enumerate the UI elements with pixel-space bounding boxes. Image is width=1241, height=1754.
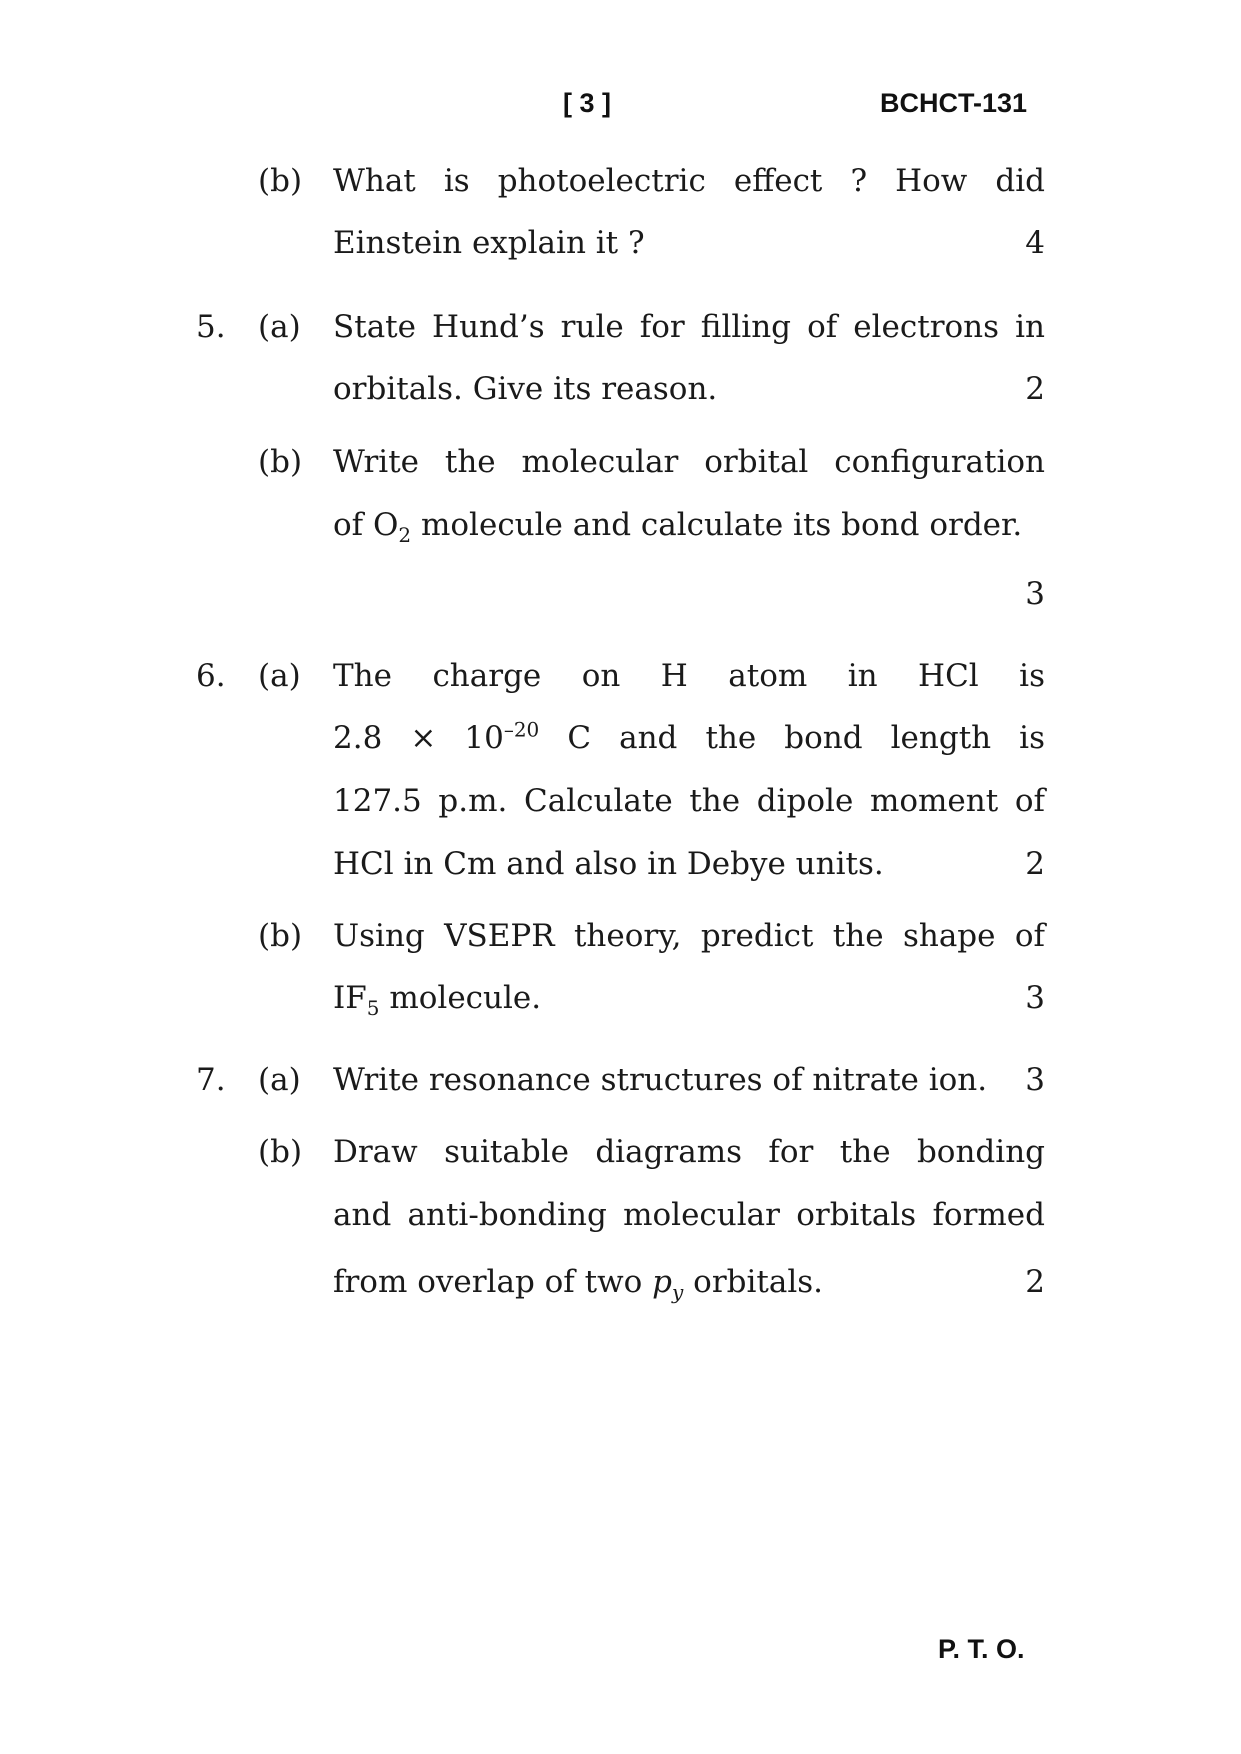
marks: 3 bbox=[1025, 576, 1045, 612]
marks: 2 bbox=[1025, 1264, 1045, 1300]
question-number: 6. bbox=[196, 658, 226, 694]
please-turn-over: P. T. O. bbox=[938, 1634, 1025, 1664]
question-text: Write resonance structures of nitrate ion. bbox=[333, 1062, 988, 1098]
question-text: $2.8 \times 10^{-20}$ C and the bond length is bbox=[333, 717, 1045, 756]
question-text: HCl in Cm and also in Debye units. bbox=[333, 846, 884, 882]
subpart-label: (b) bbox=[258, 163, 303, 199]
subpart-label: (b) bbox=[258, 918, 303, 954]
marks: 2 bbox=[1025, 846, 1045, 882]
question-text: Write the molecular orbital configuration bbox=[333, 444, 1045, 480]
question-text: What is photoelectric effect ? How did bbox=[333, 163, 1045, 199]
question-text: of $O_2$ molecule and calculate its bond order. bbox=[333, 507, 1023, 548]
marks: 3 bbox=[1025, 1062, 1045, 1098]
marks: 2 bbox=[1025, 371, 1045, 407]
page-number: [ 3 ] bbox=[563, 88, 612, 118]
marks: 3 bbox=[1025, 980, 1045, 1016]
subpart-label: (b) bbox=[258, 1134, 303, 1170]
question-text: The charge on H atom in HCl is bbox=[333, 658, 1045, 694]
question-text: Using VSEPR theory, predict the shape of bbox=[333, 918, 1045, 954]
subpart-label: (a) bbox=[258, 309, 301, 345]
subpart-label: (b) bbox=[258, 444, 303, 480]
question-text: Draw suitable diagrams for the bonding bbox=[333, 1134, 1045, 1170]
question-text: $IF_5$ molecule. bbox=[333, 980, 542, 1021]
subpart-label: (a) bbox=[258, 658, 301, 694]
subpart-label: (a) bbox=[258, 1062, 301, 1098]
question-number: 7. bbox=[196, 1062, 226, 1098]
question-text: from overlap of two $p_y$ orbitals. bbox=[333, 1264, 824, 1305]
paper-code: BCHCT-131 bbox=[880, 88, 1028, 118]
question-text: State Hund’s rule for filling of electrons in bbox=[333, 309, 1045, 345]
question-number: 5. bbox=[196, 309, 226, 345]
question-text: 127.5 p.m. Calculate the dipole moment of bbox=[333, 783, 1045, 819]
marks: 4 bbox=[1025, 225, 1045, 261]
question-text: Einstein explain it ? bbox=[333, 225, 645, 261]
question-text: and anti-bonding molecular orbitals formed bbox=[333, 1197, 1045, 1233]
question-text: orbitals. Give its reason. bbox=[333, 371, 718, 407]
